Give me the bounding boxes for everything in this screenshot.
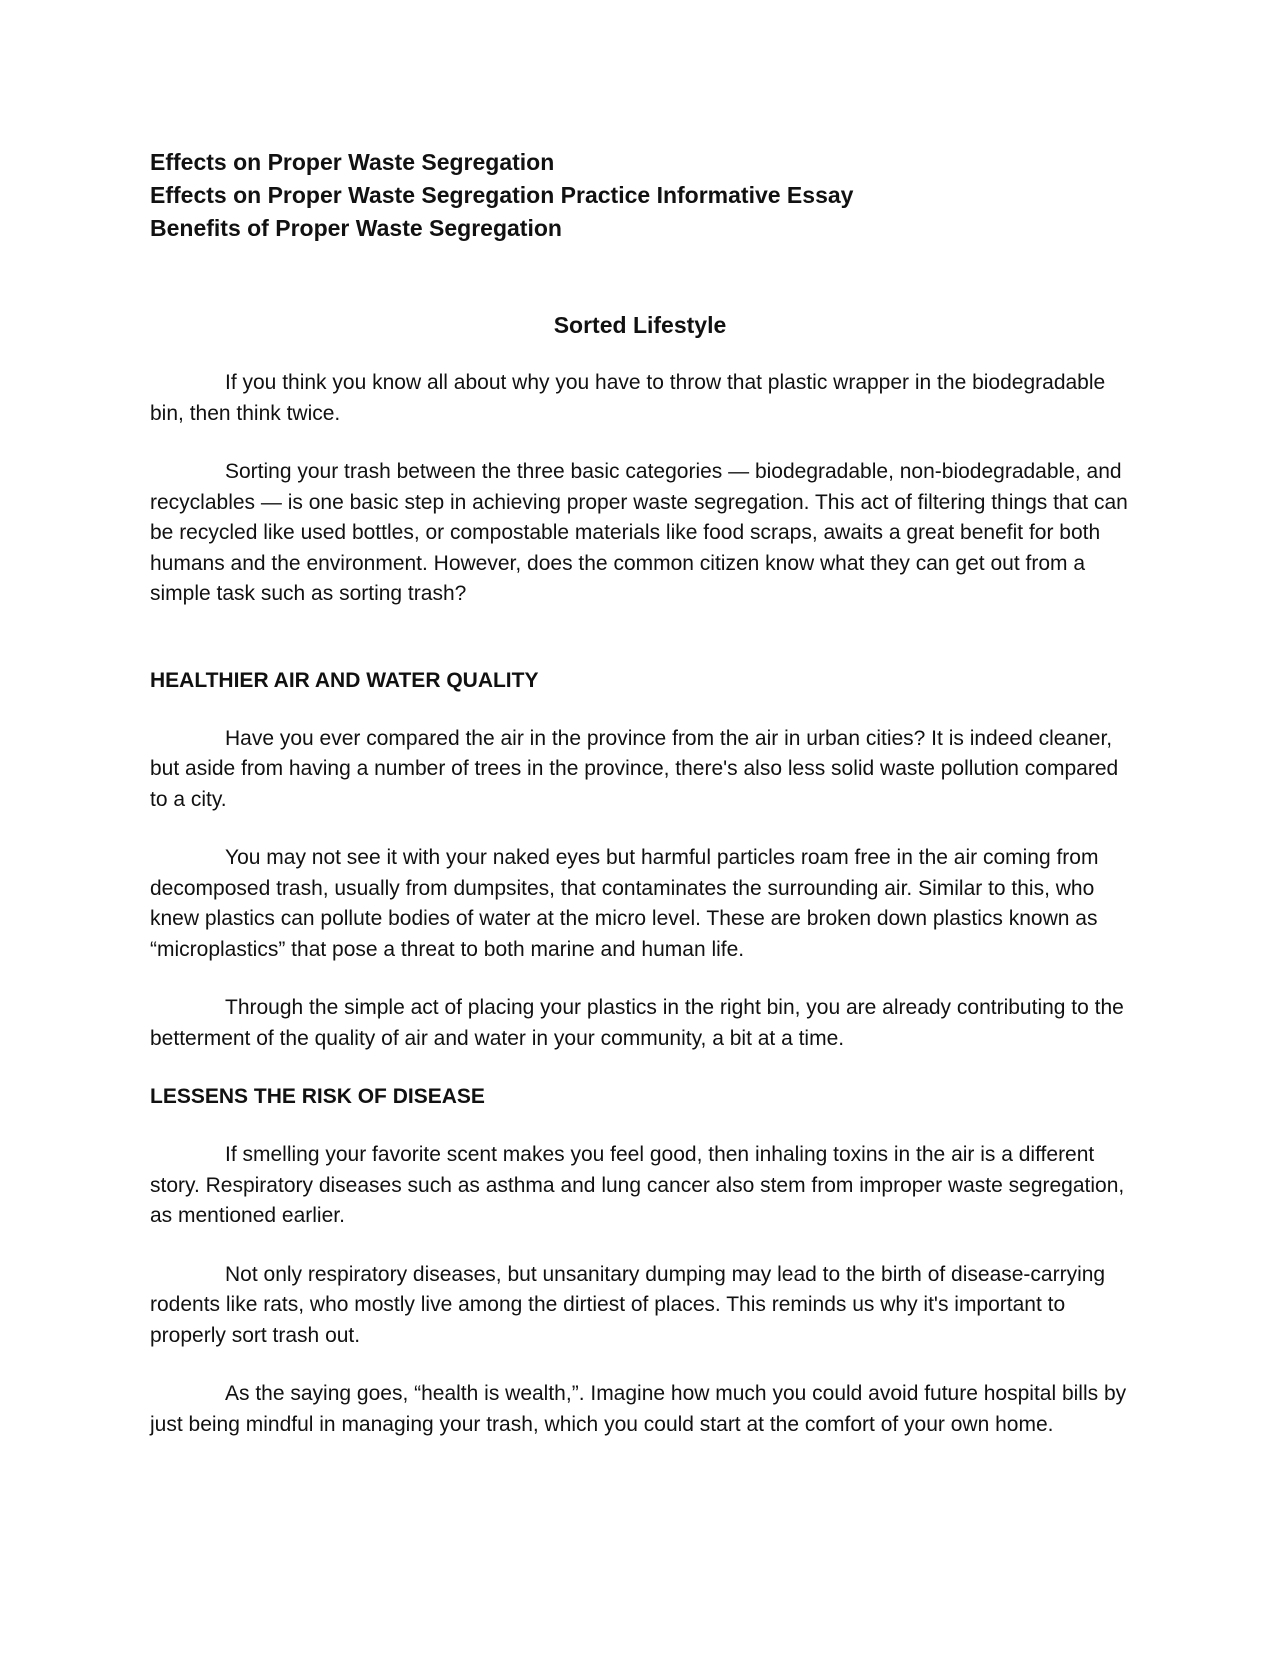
intro-paragraph: If you think you know all about why you have to throw that plastic wrapper in the biodegradable bin, then think twice. [150, 371, 1106, 425]
headline-block [150, 146, 1130, 245]
essay-title: Sorted Lifestyle [553, 312, 727, 338]
section-paragraph: Not only respiratory diseases, but unsanitary dumping may lead to the birth of disease-carrying rodents like rats, who mostly live among the dirtiest of places. This reminds us why it's important to properly sort trash out. [150, 1262, 1106, 1347]
section-heading: HEALTHIER AIR AND WATER QUALITY [150, 668, 539, 692]
section-paragraph: Have you ever compared the air in the province from the air in urban cities? It is indeed cleaner, but aside from having a number of trees in the province, there's also less solid waste pollution compared to a city. [150, 726, 1119, 811]
section-heading: LESSENS THE RISK OF DISEASE [150, 1085, 485, 1108]
headline: Benefits of Proper Waste Segregation [150, 215, 562, 241]
section-paragraph: As the saying goes, “health is wealth,”. Imagine how much you could avoid future hospital bills by just being mindful in managing your trash, which you could start at the comfort of your own home. [150, 1382, 1127, 1436]
section-paragraph: You may not see it with your naked eyes but harmful particles roam free in the air coming from decomposed trash, usually from dumpsites, that contaminates the surrounding air. Similar to this, who knew plastics can pollute bodies of water at the micro level. These are broken down plastics known as “microplastics” that pose a threat to both marine and human life. [150, 846, 1099, 961]
section-paragraph: If smelling your favorite scent makes you feel good, then inhaling toxins in the air is a different story. Respiratory diseases such as asthma and lung cancer also stem from improper waste segregation, as mentioned earlier. [150, 1143, 1125, 1227]
intro-paragraph: Sorting your trash between the three basic categories — biodegradable, non-biodegradable, and recyclables — is one basic step in achieving proper waste segregation. This act of filtering things that can be recycled like used bottles, or compostable materials like food scraps, awaits a great benefit for both humans and the environment. However, does the common citizen know what they can get out from a simple task such as sorting trash? [150, 460, 1128, 605]
headline: Effects on Proper Waste Segregation [150, 149, 555, 175]
headline: Effects on Proper Waste Segregation Practice Informative Essay [150, 182, 854, 208]
section-paragraph: Through the simple act of placing your plastics in the right bin, you are already contributing to the betterment of the quality of air and water in your community, a bit at a time. [150, 996, 1124, 1050]
document-content [150, 146, 1130, 1440]
